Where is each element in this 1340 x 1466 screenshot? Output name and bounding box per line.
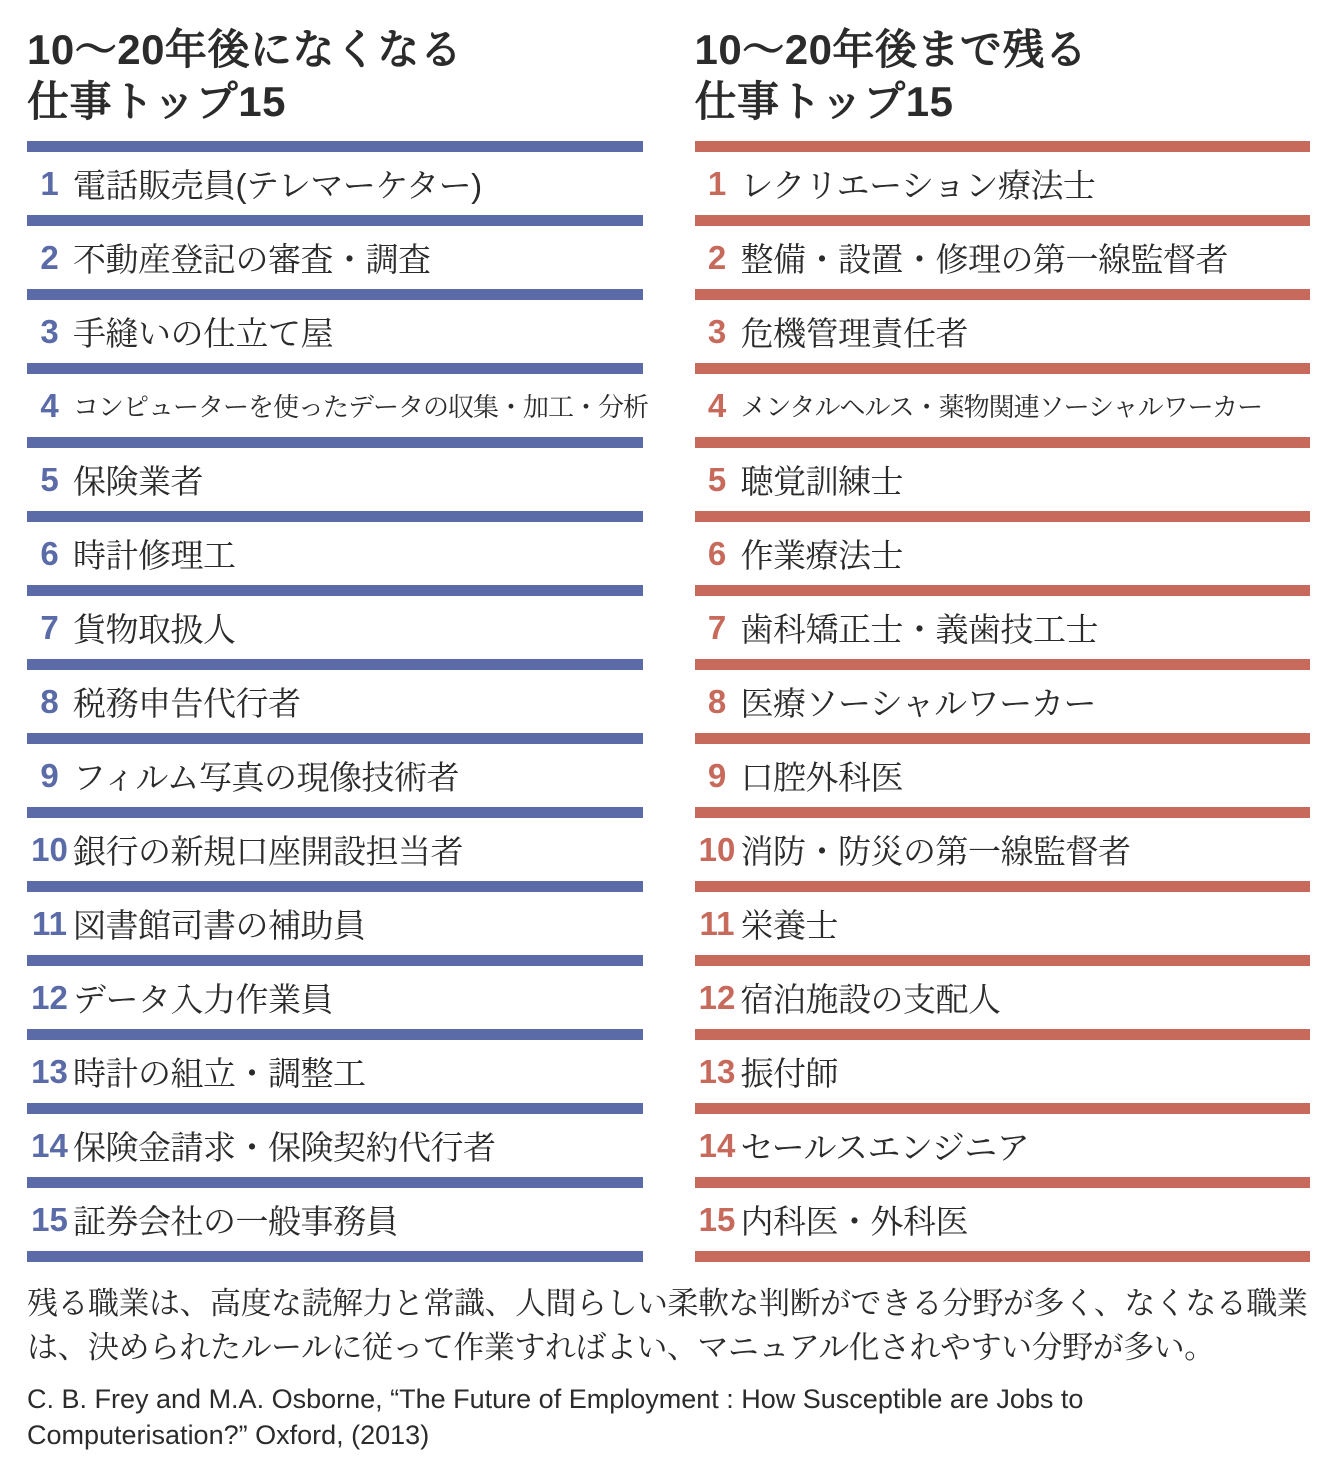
rank-number: 6 <box>707 534 727 572</box>
rank-number: 1 <box>707 164 727 202</box>
list-item <box>695 437 1311 511</box>
remaining-jobs-list <box>695 141 1311 1262</box>
list-item <box>695 1177 1311 1251</box>
list-item <box>27 585 643 659</box>
two-column-layout <box>27 24 1310 1262</box>
list-item <box>27 363 649 437</box>
rank-number: 8 <box>40 682 59 720</box>
list-item <box>695 141 1311 215</box>
list-item <box>27 1177 643 1251</box>
list-item <box>695 1029 1311 1103</box>
disappearing-jobs-column <box>27 24 649 1262</box>
rank-number: 7 <box>40 608 59 646</box>
job-label: 貨物取扱人 <box>73 611 236 648</box>
rank-number: 5 <box>707 460 727 498</box>
source-citation <box>27 1382 1310 1454</box>
list-item <box>695 289 1311 363</box>
rank-number: 9 <box>707 756 727 794</box>
rank-number: 4 <box>40 386 59 424</box>
list-item <box>27 807 643 881</box>
job-label: 医療ソーシャルワーカー <box>740 685 1097 722</box>
list-item <box>27 141 643 215</box>
rank-number: 3 <box>40 312 59 350</box>
list-item <box>27 955 643 1029</box>
rank-number: 14 <box>31 1126 68 1164</box>
job-label: 電話販売員(テレマーケター) <box>73 167 482 204</box>
summary-text <box>27 1282 1310 1370</box>
citation-line-2: Computerisation?” Oxford, (2013) <box>27 1419 430 1450</box>
rank-number: 10 <box>31 830 68 868</box>
job-label: 時計の組立・調整工 <box>73 1055 366 1092</box>
rank-number: 13 <box>698 1052 736 1090</box>
job-label: 口腔外科医 <box>740 759 903 796</box>
job-label: 図書館司書の補助員 <box>73 907 366 944</box>
list-item <box>695 363 1311 437</box>
summary-line-2: は、決められたルールに従って作業すればよい、マニュアル化されやすい分野が多い。 <box>27 1330 1215 1366</box>
job-label: 内科医・外科医 <box>740 1203 968 1240</box>
footer <box>27 1282 1310 1454</box>
title-line-2: 仕事トップ15 <box>27 78 286 126</box>
rank-number: 3 <box>707 312 727 350</box>
job-label: メンタルヘルス・薬物関連ソーシャルワーカー <box>740 392 1263 422</box>
list-item <box>695 807 1311 881</box>
list-item <box>695 215 1311 289</box>
rank-number: 7 <box>707 608 727 646</box>
list-item <box>27 1103 643 1177</box>
rank-number: 10 <box>698 830 736 868</box>
job-label: 栄養士 <box>740 907 838 944</box>
list-item <box>27 733 643 807</box>
job-label: 作業療法士 <box>740 537 903 574</box>
job-label: 税務申告代行者 <box>73 685 301 722</box>
job-label: 整備・設置・修理の第一線監督者 <box>740 241 1228 278</box>
job-label: コンピューターを使ったデータの収集・加工・分析 <box>73 392 649 422</box>
rank-number: 1 <box>40 164 59 202</box>
rank-number: 11 <box>32 904 67 942</box>
list-item <box>27 659 643 733</box>
job-label: 聴覚訓練士 <box>740 463 903 500</box>
job-label: 保険金請求・保険契約代行者 <box>73 1129 496 1166</box>
rank-number: 2 <box>40 238 59 276</box>
rank-number: 15 <box>698 1200 736 1238</box>
remaining-jobs-column <box>695 24 1311 1262</box>
list-item <box>27 1029 643 1103</box>
title-line-1: 10〜20年後になくなる <box>27 26 463 73</box>
list-item <box>27 437 643 511</box>
job-label: 不動産登記の審査・調査 <box>73 241 431 278</box>
job-label: 保険業者 <box>73 463 203 500</box>
job-label: 歯科矯正士・義歯技工士 <box>740 611 1098 648</box>
rank-number: 4 <box>707 386 727 424</box>
job-label: フィルム写真の現像技術者 <box>73 759 460 796</box>
summary-line-1: 残る職業は、高度な読解力と常識、人間らしい柔軟な判断ができる分野が多く、なくなる職業 <box>27 1286 1308 1321</box>
job-label: 銀行の新規口座開設担当者 <box>73 833 463 870</box>
rank-number: 13 <box>31 1052 68 1090</box>
list-item <box>695 733 1311 807</box>
rank-number: 11 <box>699 904 735 942</box>
job-label: 危機管理責任者 <box>740 315 968 352</box>
job-label: 振付師 <box>740 1055 838 1092</box>
job-label: 証券会社の一般事務員 <box>73 1203 398 1240</box>
job-label: 宿泊施設の支配人 <box>740 981 1001 1018</box>
rank-number: 5 <box>40 460 59 498</box>
list-item <box>27 881 643 955</box>
rank-number: 14 <box>698 1126 736 1164</box>
disappearing-jobs-list <box>27 141 649 1262</box>
job-label: セールスエンジニア <box>740 1129 1030 1166</box>
job-label: 手縫いの仕立て屋 <box>73 315 333 352</box>
job-label: レクリエーション療法士 <box>740 167 1096 204</box>
rank-number: 12 <box>698 978 736 1016</box>
list-item <box>695 955 1311 1029</box>
list-item <box>27 215 643 289</box>
list-item <box>695 585 1311 659</box>
rank-number: 6 <box>40 534 59 572</box>
list-item <box>695 659 1311 733</box>
list-item <box>695 511 1311 585</box>
title-line-1: 10〜20年後まで残る <box>694 26 1088 73</box>
list-item <box>695 881 1311 955</box>
job-label: 時計修理工 <box>73 537 236 574</box>
rank-number: 8 <box>707 682 727 720</box>
rank-number: 12 <box>31 978 68 1016</box>
list-item <box>27 289 643 363</box>
citation-line-1: C. B. Frey and M.A. Osborne, “The Future of Employment : How Susceptible are Jobs to <box>27 1384 1084 1415</box>
disappearing-jobs-title <box>27 24 643 130</box>
remaining-jobs-title <box>695 24 1311 130</box>
job-label: 消防・防災の第一線監督者 <box>740 833 1131 870</box>
list-item <box>27 511 643 585</box>
rank-number: 2 <box>707 238 727 276</box>
list-item <box>695 1103 1311 1177</box>
rank-number: 15 <box>31 1200 68 1238</box>
job-label: データ入力作業員 <box>73 981 333 1018</box>
title-line-2: 仕事トップ15 <box>694 78 954 126</box>
rank-number: 9 <box>40 756 59 794</box>
